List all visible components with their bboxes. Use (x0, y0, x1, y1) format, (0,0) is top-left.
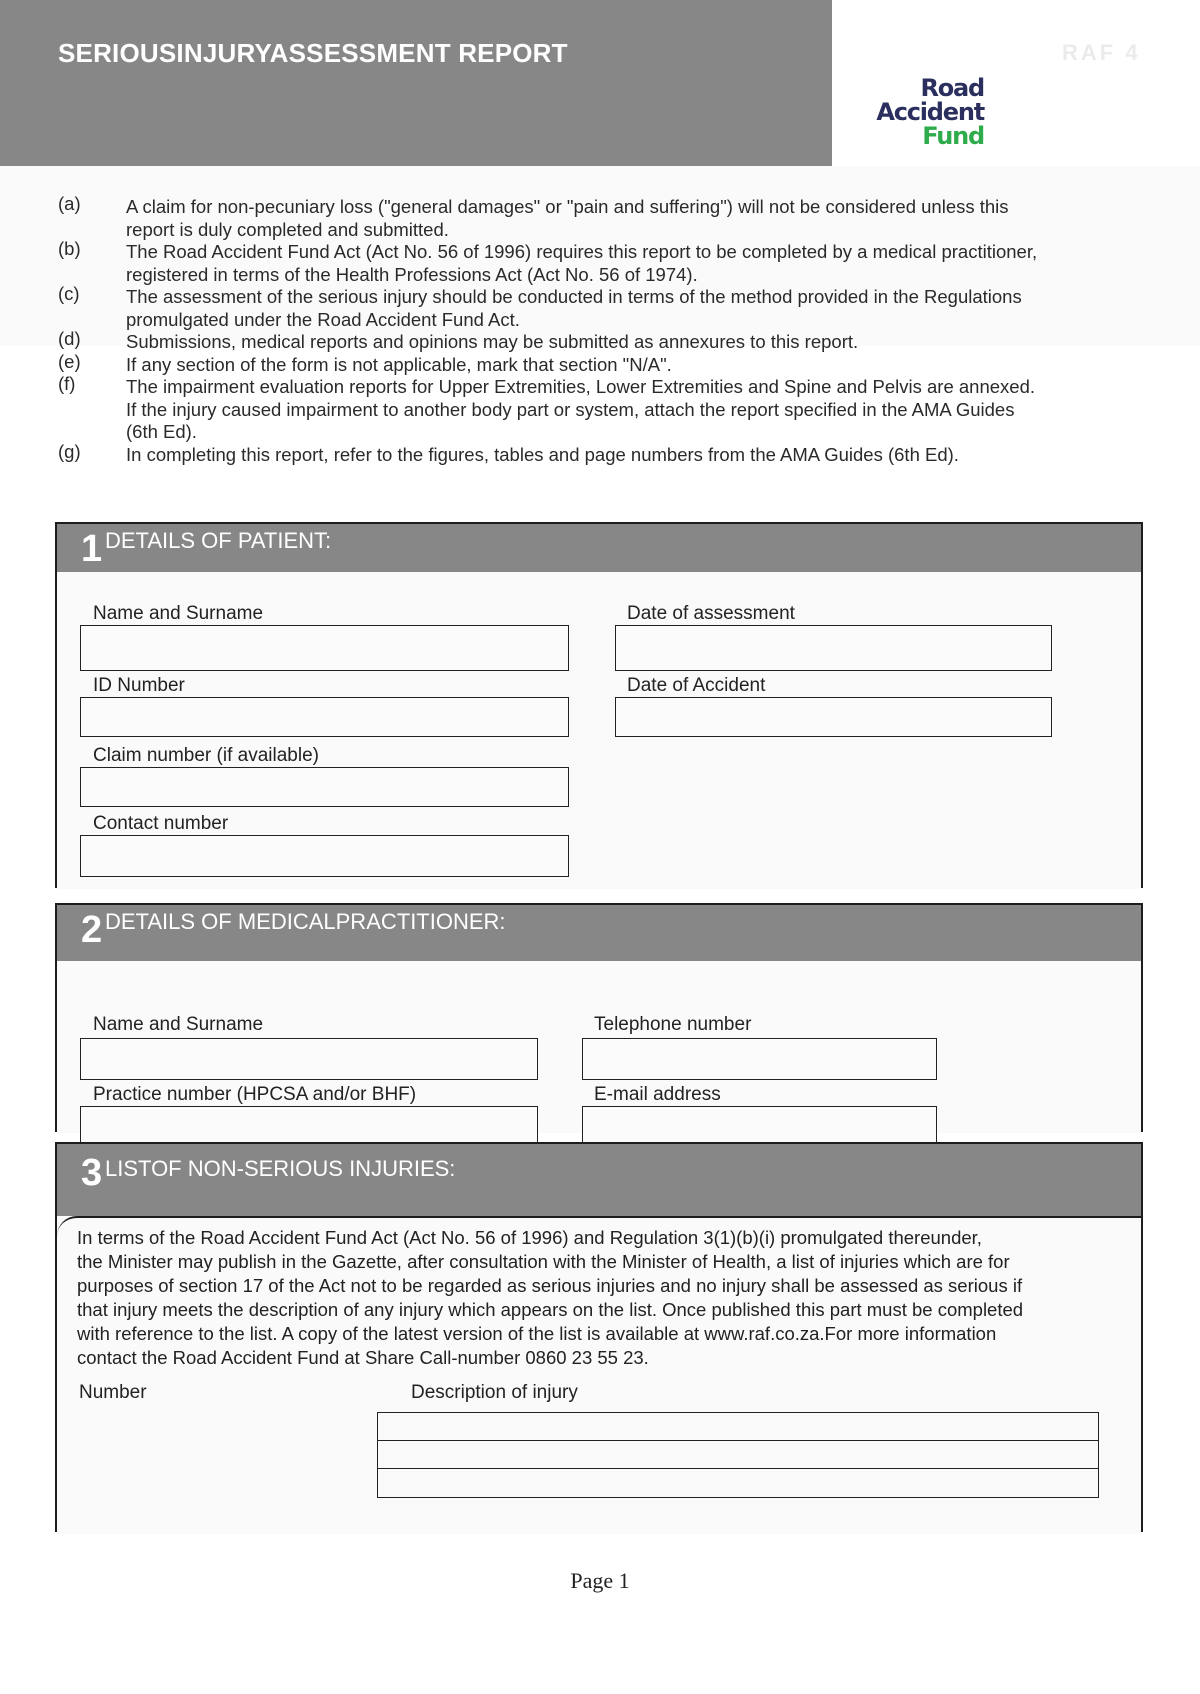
section-patient-details (55, 522, 1143, 888)
note-label: (f) (58, 373, 76, 394)
section-body (57, 961, 1141, 1133)
date-of-accident-field[interactable] (615, 697, 1052, 737)
logo-road: Road (920, 74, 984, 102)
injury-row[interactable] (378, 1413, 1098, 1441)
date-of-assessment-label: Date of assessment (627, 603, 795, 624)
logo-accident: Accident (876, 98, 984, 126)
page-number: Page 1 (570, 1568, 630, 1593)
date-of-accident-label: Date of Accident (627, 675, 766, 696)
injury-description-table (377, 1412, 1099, 1498)
note-label: (a) (58, 193, 81, 214)
note-label: (d) (58, 328, 81, 349)
note-line: promulgated under the Road Accident Fund Act. (126, 308, 520, 330)
section-body (57, 572, 1141, 889)
claim-number-field[interactable] (80, 767, 569, 807)
injury-row[interactable] (378, 1469, 1098, 1497)
paragraph-line: with reference to the list. A copy of the latest version of the list is available at www.raf.co.za.For more information (77, 1323, 997, 1344)
note-b (58, 238, 1138, 286)
note-line: A claim for non-pecuniary loss ("general damages" or "pain and suffering") will not be considered unless this (126, 196, 1009, 217)
instructions-list (58, 193, 1138, 466)
telephone-label: Telephone number (594, 1014, 752, 1035)
section-non-serious-injuries (55, 1142, 1143, 1532)
section-number: 1 (81, 528, 103, 570)
paragraph-line: In terms of the Road Accident Fund Act (Act No. 56 of 1996) and Regulation 3(1)(b)(i) promulgated thereunder, (77, 1227, 982, 1248)
note-line: (6th Ed). (126, 421, 197, 442)
paragraph-line: that injury meets the description of any injury which appears on the list. Once published this part must be completed (77, 1299, 1024, 1320)
note-e (58, 350, 1138, 377)
note-line: registered in terms of the Health Professions Act (Act No. 56 of 1974). (126, 263, 698, 285)
note-d (58, 328, 1138, 354)
email-label: E-mail address (594, 1084, 721, 1105)
paragraph-line: the Minister may publish in the Gazette, after consultation with the Minister of Health, a list of injuries which are for (77, 1251, 1010, 1272)
practitioner-name-label: Name and Surname (93, 1014, 264, 1035)
note-label: (g) (58, 440, 81, 462)
claim-number-label: Claim number (if available) (93, 745, 319, 766)
note-line: The assessment of the serious injury should be conducted in terms of the method provided in the Regulations (126, 286, 1022, 307)
note-c (58, 283, 1138, 331)
section-number: 3 (81, 1152, 103, 1194)
logo-fund: Fund (922, 122, 984, 150)
contact-number-field[interactable] (80, 835, 569, 877)
section-title: LISTOF NON-SERIOUS INJURIES: (105, 1156, 456, 1181)
paragraph-line: purposes of section 17 of the Act not to be regarded as serious injuries and no injury shall be assessed as serious if (77, 1275, 1023, 1296)
note-label: (c) (58, 283, 80, 304)
practice-number-label: Practice number (HPCSA and/or BHF) (93, 1084, 417, 1105)
patient-name-field[interactable] (80, 625, 569, 671)
section-body (57, 1216, 1141, 1534)
note-g (58, 440, 1138, 467)
injury-row[interactable] (378, 1441, 1098, 1469)
note-line: The impairment evaluation reports for Upper Extremities, Lower Extremities and Spine and Pelvis are annexed. (126, 376, 1035, 397)
form-code: RAF 4 (1062, 40, 1141, 65)
note-label: (e) (58, 350, 81, 372)
id-number-label: ID Number (93, 675, 185, 696)
note-a (58, 193, 1138, 241)
practitioner-name-field[interactable] (80, 1038, 538, 1080)
note-label: (b) (58, 238, 81, 259)
section-title: DETAILS OF MEDICALPRACTITIONER: (105, 909, 506, 934)
email-field[interactable] (582, 1106, 937, 1146)
patient-name-label: Name and Surname (93, 603, 264, 624)
note-line: If the injury caused impairment to another body part or system, attach the report specified in the AMA Guides (126, 398, 1015, 420)
note-line: If any section of the form is not applicable, mark that section "N/A". (126, 353, 672, 375)
id-number-field[interactable] (80, 697, 569, 737)
section-header (57, 524, 1141, 572)
note-line: The Road Accident Fund Act (Act No. 56 of 1996) requires this report to be completed by a medical practitioner, (126, 241, 1038, 262)
note-f (58, 373, 1138, 444)
section-number: 2 (81, 909, 103, 951)
note-line: report is duly completed and submitted. (126, 218, 449, 240)
section-header (57, 1144, 1141, 1216)
date-of-assessment-field[interactable] (615, 625, 1052, 671)
legal-paragraph (77, 1226, 1123, 1370)
note-line: In completing this report, refer to the figures, tables and page numbers from the AMA Guides (6th Ed). (126, 443, 959, 465)
description-column-header: Description of injury (411, 1382, 578, 1403)
raf-logo (872, 76, 984, 148)
note-line: Submissions, medical reports and opinions may be submitted as annexures to this report. (126, 331, 859, 352)
section-title: DETAILS OF PATIENT: (105, 528, 332, 553)
telephone-field[interactable] (582, 1038, 937, 1080)
section-practitioner-details (55, 903, 1143, 1132)
contact-number-label: Contact number (93, 813, 229, 834)
number-column-header: Number (79, 1382, 147, 1403)
header-band (0, 0, 832, 166)
section-header (57, 905, 1141, 961)
practice-number-field[interactable] (80, 1106, 538, 1146)
form-title: SERIOUSINJURYASSESSMENT REPORT (58, 38, 568, 68)
paragraph-line: contact the Road Accident Fund at Share Call-number 0860 23 55 23. (77, 1347, 649, 1368)
